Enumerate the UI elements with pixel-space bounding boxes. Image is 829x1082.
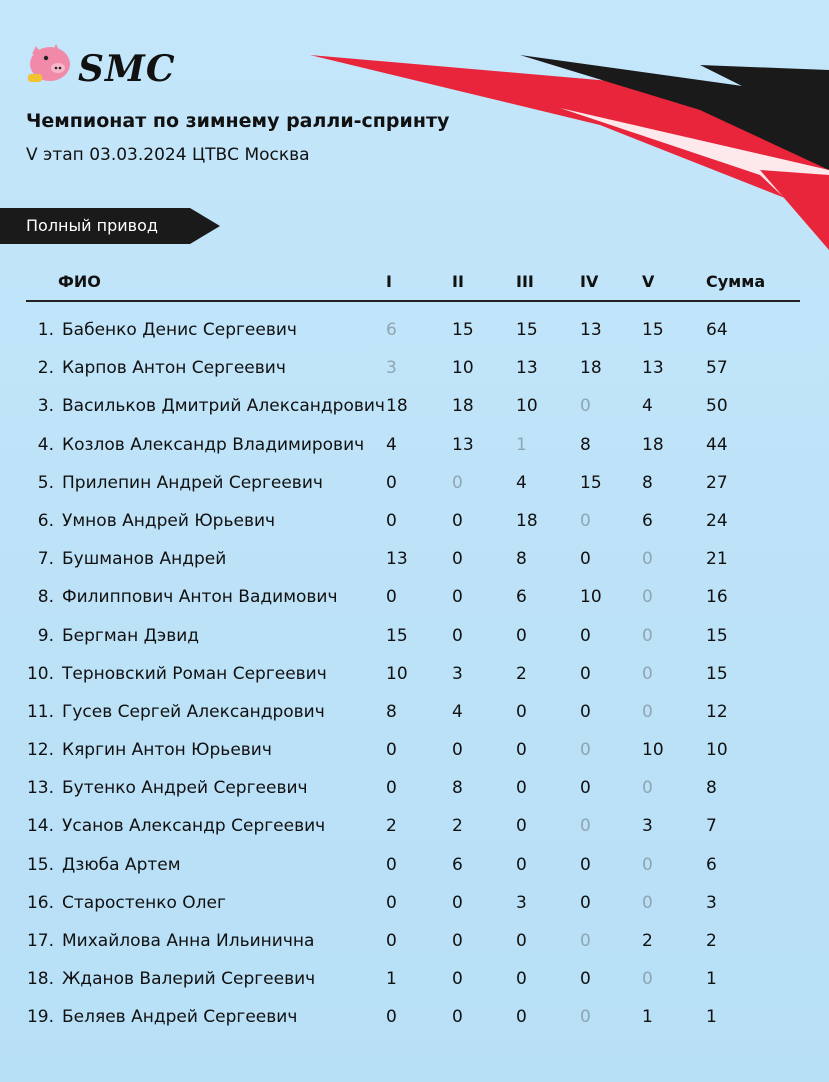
row-total: 44 <box>706 434 728 455</box>
row-stage-4-score: 0 <box>580 1007 591 1028</box>
row-stage-2-score: 0 <box>452 472 463 493</box>
table-row <box>26 501 800 539</box>
row-stage-1-score: 0 <box>386 472 397 493</box>
row-total: 2 <box>706 931 717 951</box>
row-stage-3-score: 15 <box>516 320 538 340</box>
row-stage-2-score: 0 <box>452 510 463 531</box>
row-stage-4-score: 0 <box>580 892 591 913</box>
row-stage-4-score: 0 <box>580 625 591 646</box>
row-stage-4-score: 0 <box>580 969 591 990</box>
row-stage-3-score: 0 <box>516 969 527 990</box>
row-stage-1-score: 3 <box>386 358 397 379</box>
row-stage-1-score: 0 <box>386 854 397 875</box>
row-driver-name: Дзюба Артем <box>62 854 181 875</box>
header-stage-5: V <box>642 272 655 291</box>
row-stage-2-score: 15 <box>452 320 474 340</box>
row-total: 7 <box>706 816 717 837</box>
table-row <box>26 616 800 654</box>
row-driver-name: Беляев Андрей Сергеевич <box>62 1007 298 1028</box>
row-stage-5-score: 0 <box>642 854 653 875</box>
header-stage-2: II <box>452 272 464 291</box>
row-total: 12 <box>706 701 728 722</box>
row-stage-5-score: 0 <box>642 778 653 799</box>
row-stage-3-score: 6 <box>516 587 527 608</box>
header-stage-1: I <box>386 272 392 291</box>
row-stage-4-score: 10 <box>580 587 602 608</box>
row-stage-2-score: 0 <box>452 740 463 761</box>
row-position: 7. <box>37 549 54 570</box>
row-total: 24 <box>706 510 728 531</box>
row-stage-1-score: 13 <box>386 549 408 570</box>
row-stage-4-score: 13 <box>580 320 602 340</box>
row-total: 15 <box>706 625 728 646</box>
row-total: 21 <box>706 549 728 570</box>
row-driver-name: Терновский Роман Сергеевич <box>62 663 327 684</box>
row-stage-3-score: 0 <box>516 625 527 646</box>
row-driver-name: Карпов Антон Сергеевич <box>62 358 286 379</box>
row-driver-name: Старостенко Олег <box>62 892 226 913</box>
row-stage-1-score: 0 <box>386 510 397 531</box>
row-stage-5-score: 0 <box>642 663 653 684</box>
row-stage-2-score: 0 <box>452 931 463 951</box>
row-position: 14. <box>26 816 54 837</box>
row-stage-1-score: 10 <box>386 663 408 684</box>
row-total: 64 <box>706 320 728 340</box>
row-position: 15. <box>26 854 54 875</box>
row-stage-3-score: 2 <box>516 663 527 684</box>
row-stage-4-score: 0 <box>580 510 591 531</box>
row-stage-2-score: 0 <box>452 969 463 990</box>
row-driver-name: Жданов Валерий Сергеевич <box>62 969 316 990</box>
row-position: 2. <box>37 358 54 379</box>
row-position: 11. <box>26 701 54 722</box>
row-total: 1 <box>706 1007 717 1028</box>
row-driver-name: Умнов Андрей Юрьевич <box>62 510 276 531</box>
row-stage-3-score: 0 <box>516 740 527 761</box>
row-stage-3-score: 1 <box>516 434 527 455</box>
row-total: 16 <box>706 587 728 608</box>
row-stage-5-score: 10 <box>642 740 664 761</box>
row-stage-5-score: 6 <box>642 510 653 531</box>
row-position: 12. <box>26 740 54 761</box>
row-total: 50 <box>706 396 728 417</box>
row-stage-1-score: 0 <box>386 740 397 761</box>
header-stage-3: III <box>516 272 534 291</box>
row-total: 15 <box>706 663 728 684</box>
row-driver-name: Филиппович Антон Вадимович <box>62 587 338 608</box>
row-stage-1-score: 2 <box>386 816 397 837</box>
row-driver-name: Васильков Дмитрий Александрович <box>62 396 385 417</box>
table-row <box>26 730 800 768</box>
header-stage-4: IV <box>580 272 599 291</box>
row-stage-4-score: 0 <box>580 854 591 875</box>
row-total: 1 <box>706 969 717 990</box>
row-stage-4-score: 0 <box>580 778 591 799</box>
row-stage-4-score: 0 <box>580 931 591 951</box>
row-stage-4-score: 0 <box>580 549 591 570</box>
row-driver-name: Бергман Дэвид <box>62 625 200 646</box>
row-stage-5-score: 0 <box>642 625 653 646</box>
row-driver-name: Бушманов Андрей <box>62 549 227 570</box>
row-stage-3-score: 0 <box>516 816 527 837</box>
row-position: 17. <box>26 931 54 951</box>
row-driver-name: Бабенко Денис Сергеевич <box>62 320 297 340</box>
row-position: 4. <box>37 434 54 455</box>
row-position: 1. <box>37 320 54 340</box>
row-stage-3-score: 0 <box>516 854 527 875</box>
row-stage-5-score: 13 <box>642 358 664 379</box>
table-header <box>26 264 800 302</box>
row-stage-2-score: 10 <box>452 358 474 379</box>
row-position: 16. <box>26 892 54 913</box>
row-position: 6. <box>37 510 54 531</box>
row-stage-3-score: 13 <box>516 358 538 379</box>
page-title: Чемпионат по зимнему ралли-спринту <box>26 110 450 132</box>
table-row <box>26 463 800 501</box>
row-driver-name: Бутенко Андрей Сергеевич <box>62 778 308 799</box>
row-stage-5-score: 3 <box>642 816 653 837</box>
row-stage-1-score: 18 <box>386 396 408 417</box>
row-stage-2-score: 8 <box>452 778 463 799</box>
row-stage-1-score: 6 <box>386 320 397 340</box>
row-driver-name: Михайлова Анна Ильинична <box>62 931 315 951</box>
row-total: 8 <box>706 778 717 799</box>
row-stage-2-score: 18 <box>452 396 474 417</box>
row-total: 3 <box>706 892 717 913</box>
brand-logo-text: SMC <box>78 48 176 90</box>
category-label: Полный привод <box>26 216 158 235</box>
table-row <box>26 539 800 577</box>
row-stage-4-score: 0 <box>580 740 591 761</box>
row-stage-1-score: 0 <box>386 587 397 608</box>
row-stage-1-score: 0 <box>386 1007 397 1028</box>
row-position: 18. <box>26 969 54 990</box>
row-stage-2-score: 0 <box>452 892 463 913</box>
row-driver-name: Усанов Александр Сергеевич <box>62 816 326 837</box>
row-stage-4-score: 15 <box>580 472 602 493</box>
row-position: 9. <box>37 625 54 646</box>
row-stage-5-score: 18 <box>642 434 664 455</box>
row-driver-name: Козлов Александр Владимирович <box>62 434 365 455</box>
row-stage-3-score: 0 <box>516 701 527 722</box>
row-stage-3-score: 0 <box>516 1007 527 1028</box>
row-stage-1-score: 15 <box>386 625 408 646</box>
row-stage-4-score: 8 <box>580 434 591 455</box>
row-driver-name: Прилепин Андрей Сергеевич <box>62 472 323 493</box>
table-row <box>26 386 800 424</box>
row-stage-5-score: 15 <box>642 320 664 340</box>
row-driver-name: Гусев Сергей Александрович <box>62 701 325 722</box>
table-row <box>26 921 800 959</box>
row-stage-2-score: 6 <box>452 854 463 875</box>
row-total: 6 <box>706 854 717 875</box>
row-stage-2-score: 2 <box>452 816 463 837</box>
row-position: 8. <box>37 587 54 608</box>
row-stage-5-score: 1 <box>642 1007 653 1028</box>
row-stage-2-score: 3 <box>452 663 463 684</box>
row-stage-4-score: 0 <box>580 396 591 417</box>
row-position: 13. <box>26 778 54 799</box>
row-stage-5-score: 0 <box>642 969 653 990</box>
row-driver-name: Кяргин Антон Юрьевич <box>62 740 272 761</box>
table-row <box>26 692 800 730</box>
row-stage-4-score: 18 <box>580 358 602 379</box>
table-row <box>26 348 800 386</box>
row-stage-1-score: 0 <box>386 931 397 951</box>
row-total: 10 <box>706 740 728 761</box>
row-total: 27 <box>706 472 728 493</box>
row-stage-5-score: 2 <box>642 931 653 951</box>
row-stage-3-score: 8 <box>516 549 527 570</box>
row-stage-2-score: 0 <box>452 587 463 608</box>
row-stage-5-score: 0 <box>642 892 653 913</box>
table-row <box>26 768 800 806</box>
table-row <box>26 845 800 883</box>
row-stage-2-score: 13 <box>452 434 474 455</box>
table-row <box>26 883 800 921</box>
page-subtitle: V этап 03.03.2024 ЦТВС Москва <box>26 145 310 165</box>
table-row <box>26 577 800 615</box>
table-row <box>26 997 800 1035</box>
row-position: 19. <box>26 1007 54 1028</box>
row-position: 5. <box>37 472 54 493</box>
results-table <box>26 264 800 1036</box>
table-row <box>26 654 800 692</box>
row-stage-3-score: 18 <box>516 510 538 531</box>
row-stage-5-score: 0 <box>642 587 653 608</box>
row-stage-2-score: 0 <box>452 625 463 646</box>
table-row <box>26 310 800 348</box>
row-stage-1-score: 8 <box>386 701 397 722</box>
row-stage-5-score: 0 <box>642 701 653 722</box>
row-stage-4-score: 0 <box>580 663 591 684</box>
row-stage-4-score: 0 <box>580 701 591 722</box>
row-position: 10. <box>26 663 54 684</box>
table-body <box>26 310 800 1036</box>
row-stage-3-score: 10 <box>516 396 538 417</box>
row-stage-5-score: 4 <box>642 396 653 417</box>
table-row <box>26 806 800 844</box>
row-stage-5-score: 0 <box>642 549 653 570</box>
row-stage-1-score: 1 <box>386 969 397 990</box>
row-stage-3-score: 4 <box>516 472 527 493</box>
row-total: 57 <box>706 358 728 379</box>
header-total: Сумма <box>706 272 766 291</box>
row-stage-1-score: 0 <box>386 778 397 799</box>
table-row <box>26 425 800 463</box>
row-stage-1-score: 4 <box>386 434 397 455</box>
row-stage-2-score: 4 <box>452 701 463 722</box>
header-name: ФИО <box>58 272 101 291</box>
row-stage-5-score: 8 <box>642 472 653 493</box>
row-stage-4-score: 0 <box>580 816 591 837</box>
row-position: 3. <box>37 396 54 417</box>
table-row <box>26 959 800 997</box>
row-stage-3-score: 0 <box>516 778 527 799</box>
row-stage-2-score: 0 <box>452 549 463 570</box>
row-stage-2-score: 0 <box>452 1007 463 1028</box>
row-stage-3-score: 3 <box>516 892 527 913</box>
row-stage-3-score: 0 <box>516 931 527 951</box>
row-stage-1-score: 0 <box>386 892 397 913</box>
